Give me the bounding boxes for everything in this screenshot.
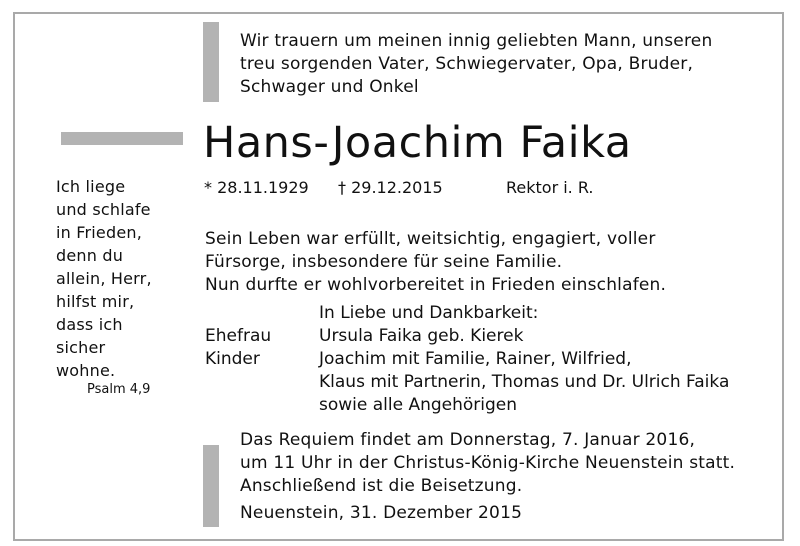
decorative-bar-bottom: [203, 445, 219, 527]
decorative-bar-top: [203, 22, 219, 102]
psalm-line: dass ich: [56, 315, 123, 334]
wife-name: Ursula Faika geb. Kierek: [319, 326, 524, 346]
intro-line: treu sorgenden Vater, Schwiegervater, Opa, Bruder,: [240, 54, 694, 74]
psalm-line: und schlafe: [56, 200, 151, 219]
psalm-line: wohne.: [56, 361, 116, 380]
psalm-line: denn du: [56, 246, 124, 265]
children-line: Klaus mit Partnerin, Thomas und Dr. Ulrich Faika: [319, 372, 730, 392]
wife-label: Ehefrau: [205, 326, 272, 346]
life-line: Sein Leben war erfüllt, weitsichtig, engagiert, voller: [205, 229, 656, 249]
requiem-line: Das Requiem findet am Donnerstag, 7. Januar 2016,: [240, 430, 696, 450]
psalm-line: hilfst mir,: [56, 292, 135, 311]
psalm-line: sicher: [56, 338, 106, 357]
psalm-reference: Psalm 4,9: [87, 382, 151, 397]
intro-line: Schwager und Onkel: [240, 77, 419, 97]
psalm-line: Ich liege: [56, 177, 126, 196]
occupation-title: Rektor i. R.: [506, 178, 594, 197]
children-line: Joachim mit Familie, Rainer, Wilfried,: [319, 349, 632, 369]
life-line: Nun durfte er wohlvorbereitet in Frieden einschlafen.: [205, 275, 667, 295]
requiem-info: [240, 429, 735, 498]
intro-text: [240, 30, 712, 99]
deceased-name: Hans-Joachim Faika: [203, 118, 632, 168]
requiem-line: um 11 Uhr in der Christus-König-Kirche Neuenstein statt.: [240, 453, 736, 473]
psalm-line: allein, Herr,: [56, 269, 152, 288]
requiem-line: Anschließend ist die Beisetzung.: [240, 476, 523, 496]
death-date: † 29.12.2015: [338, 178, 443, 197]
children-label: Kinder: [205, 349, 260, 369]
life-line: Fürsorge, insbesondere für seine Familie.: [205, 252, 563, 272]
intro-line: Wir trauern um meinen innig geliebten Mann, unseren: [240, 31, 713, 51]
relatives-line: sowie alle Angehörigen: [319, 395, 518, 415]
decorative-bar-left: [61, 132, 183, 145]
mourners-heading: In Liebe und Dankbarkeit:: [319, 303, 539, 323]
place-and-date: Neuenstein, 31. Dezember 2015: [240, 503, 523, 523]
life-summary: [205, 228, 666, 297]
psalm-line: in Frieden,: [56, 223, 143, 242]
psalm-quote: [56, 175, 152, 382]
birth-date: * 28.11.1929: [204, 178, 309, 197]
